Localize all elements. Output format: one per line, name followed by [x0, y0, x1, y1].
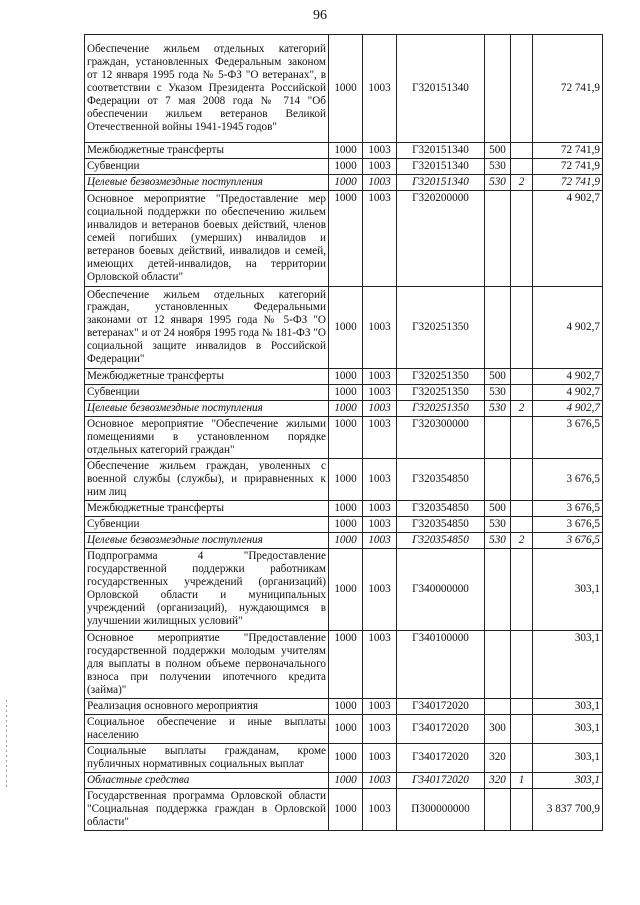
row-amount: 3 676,5	[533, 500, 603, 516]
row-subsection: 1003	[363, 458, 397, 500]
row-expense-type	[485, 548, 511, 630]
row-expense-type	[485, 35, 511, 143]
table-row	[85, 772, 603, 788]
row-name: Основное мероприятие "Предоставление мер социальной поддержки по обеспечению жильем инвалидов и ветеранов боевых действий, членов семей погибших (умерших) инвалидов и ветеранов боевых действий, инвалидов и семей, имеющих детей-инвалидов, на территории Орловской области"	[85, 190, 329, 286]
row-amount: 303,1	[533, 714, 603, 743]
row-name: Реализация основного мероприятия	[85, 698, 329, 714]
row-subsection: 1003	[363, 174, 397, 190]
row-expense-type	[485, 286, 511, 368]
row-name: Целевые безвозмездные поступления	[85, 532, 329, 548]
row-section: 1000	[329, 500, 363, 516]
row-section: 1000	[329, 286, 363, 368]
row-expense-type	[485, 190, 511, 286]
table-row	[85, 143, 603, 159]
row-subsection: 1003	[363, 788, 397, 830]
table-row	[85, 35, 603, 143]
row-subsection: 1003	[363, 772, 397, 788]
table-row	[85, 743, 603, 772]
row-expense-type: 530	[485, 400, 511, 416]
row-funding-source	[511, 384, 533, 400]
table-row	[85, 416, 603, 458]
row-expense-type	[485, 416, 511, 458]
row-expense-type: 530	[485, 158, 511, 174]
row-funding-source	[511, 143, 533, 159]
row-section: 1000	[329, 532, 363, 548]
row-amount: 303,1	[533, 698, 603, 714]
row-funding-source: 2	[511, 532, 533, 548]
row-name: Субвенции	[85, 158, 329, 174]
row-funding-source	[511, 714, 533, 743]
row-expense-type: 320	[485, 743, 511, 772]
row-target-article: Г320151340	[397, 174, 485, 190]
row-funding-source	[511, 500, 533, 516]
row-target-article: Г340172020	[397, 772, 485, 788]
row-target-article: Г320151340	[397, 158, 485, 174]
table-row	[85, 532, 603, 548]
row-amount: 3 676,5	[533, 416, 603, 458]
row-section: 1000	[329, 788, 363, 830]
row-target-article: Г320251350	[397, 400, 485, 416]
row-funding-source	[511, 630, 533, 698]
row-name: Обеспечение жильем отдельных категорий граждан, установленных Федеральными законами от 12 января 1995 года № 5-ФЗ "О ветеранах" и от 24 ноября 1995 года № 181-ФЗ "О социальной защите инвалидов в Российской Федерации"	[85, 286, 329, 368]
page-number: 96	[313, 8, 327, 23]
row-amount: 72 741,9	[533, 143, 603, 159]
row-expense-type: 320	[485, 772, 511, 788]
row-amount: 4 902,7	[533, 190, 603, 286]
row-name: Обеспечение жильем граждан, уволенных с военной службы (службы), и приравненных к ним лиц	[85, 458, 329, 500]
row-name: Обеспечение жильем отдельных категорий граждан, установленных Федеральным законом от 12 января 1995 года № 5-ФЗ "О ветеранах", в соответствии с Указом Президента Российской Федерации от 7 мая 2008 года № 714 "Об обеспечении жильем ветеранов Великой Отечественной войны 1941-1945 годов"	[85, 35, 329, 143]
row-expense-type: 500	[485, 368, 511, 384]
row-section: 1000	[329, 714, 363, 743]
table-row	[85, 190, 603, 286]
row-section: 1000	[329, 698, 363, 714]
row-subsection: 1003	[363, 548, 397, 630]
row-target-article: Г320251350	[397, 286, 485, 368]
budget-table	[84, 34, 603, 831]
row-subsection: 1003	[363, 516, 397, 532]
row-section: 1000	[329, 368, 363, 384]
row-funding-source	[511, 158, 533, 174]
table-row	[85, 400, 603, 416]
row-section: 1000	[329, 35, 363, 143]
row-subsection: 1003	[363, 190, 397, 286]
row-name: Социальные выплаты гражданам, кроме публичных нормативных социальных выплат	[85, 743, 329, 772]
row-name: Субвенции	[85, 384, 329, 400]
row-name: Государственная программа Орловской области "Социальная поддержка граждан в Орловской области"	[85, 788, 329, 830]
row-section: 1000	[329, 400, 363, 416]
row-name: Субвенции	[85, 516, 329, 532]
row-amount: 72 741,9	[533, 158, 603, 174]
row-expense-type: 530	[485, 384, 511, 400]
row-subsection: 1003	[363, 368, 397, 384]
row-amount: 4 902,7	[533, 368, 603, 384]
row-target-article: П300000000	[397, 788, 485, 830]
row-funding-source	[511, 458, 533, 500]
row-funding-source	[511, 35, 533, 143]
row-amount: 303,1	[533, 548, 603, 630]
row-subsection: 1003	[363, 500, 397, 516]
row-funding-source	[511, 190, 533, 286]
row-section: 1000	[329, 548, 363, 630]
row-target-article: Г320300000	[397, 416, 485, 458]
row-expense-type	[485, 458, 511, 500]
row-name: Межбюджетные трансферты	[85, 143, 329, 159]
row-subsection: 1003	[363, 630, 397, 698]
row-target-article: Г320354850	[397, 516, 485, 532]
row-subsection: 1003	[363, 143, 397, 159]
row-target-article: Г340172020	[397, 743, 485, 772]
row-expense-type: 500	[485, 143, 511, 159]
table-row	[85, 714, 603, 743]
row-expense-type	[485, 698, 511, 714]
row-subsection: 1003	[363, 532, 397, 548]
row-target-article: Г320354850	[397, 532, 485, 548]
row-amount: 303,1	[533, 630, 603, 698]
row-target-article: Г340172020	[397, 698, 485, 714]
row-amount: 303,1	[533, 772, 603, 788]
row-amount: 4 902,7	[533, 384, 603, 400]
row-name: Целевые безвозмездные поступления	[85, 174, 329, 190]
row-subsection: 1003	[363, 416, 397, 458]
row-subsection: 1003	[363, 714, 397, 743]
table-row	[85, 458, 603, 500]
row-name: Подпрограмма 4 "Предоставление государственной поддержки работникам государственных учреждений (организаций) Орловской области и муниципальных учреждений (организаций), нуждающимся в улучшении жилищных условий"	[85, 548, 329, 630]
row-expense-type: 530	[485, 174, 511, 190]
row-funding-source	[511, 548, 533, 630]
row-funding-source: 2	[511, 174, 533, 190]
row-target-article: Г320200000	[397, 190, 485, 286]
row-target-article: Г320251350	[397, 384, 485, 400]
row-funding-source	[511, 286, 533, 368]
row-funding-source	[511, 368, 533, 384]
row-expense-type: 300	[485, 714, 511, 743]
row-funding-source	[511, 743, 533, 772]
row-section: 1000	[329, 458, 363, 500]
row-subsection: 1003	[363, 400, 397, 416]
row-target-article: Г320354850	[397, 500, 485, 516]
table-row	[85, 384, 603, 400]
row-expense-type: 500	[485, 500, 511, 516]
row-name: Межбюджетные трансферты	[85, 500, 329, 516]
row-name: Целевые безвозмездные поступления	[85, 400, 329, 416]
row-amount: 3 837 700,9	[533, 788, 603, 830]
row-section: 1000	[329, 743, 363, 772]
table-row	[85, 630, 603, 698]
row-amount: 3 676,5	[533, 532, 603, 548]
row-amount: 4 902,7	[533, 400, 603, 416]
row-subsection: 1003	[363, 698, 397, 714]
row-amount: 303,1	[533, 743, 603, 772]
row-section: 1000	[329, 630, 363, 698]
table-row	[85, 788, 603, 830]
row-amount: 4 902,7	[533, 286, 603, 368]
table-row	[85, 286, 603, 368]
row-section: 1000	[329, 772, 363, 788]
row-expense-type: 530	[485, 532, 511, 548]
margin-mark	[6, 700, 7, 790]
row-funding-source: 2	[511, 400, 533, 416]
table-row	[85, 368, 603, 384]
row-section: 1000	[329, 174, 363, 190]
row-expense-type	[485, 788, 511, 830]
row-target-article: Г320251350	[397, 368, 485, 384]
row-funding-source	[511, 516, 533, 532]
row-name: Основное мероприятие "Предоставление государственной поддержки молодым учителям для выплаты в полном объеме первоначального взноса при получении ипотечного кредита (займа)"	[85, 630, 329, 698]
table-row	[85, 158, 603, 174]
row-amount: 72 741,9	[533, 174, 603, 190]
row-section: 1000	[329, 190, 363, 286]
row-target-article: Г320151340	[397, 35, 485, 143]
row-section: 1000	[329, 143, 363, 159]
row-funding-source	[511, 788, 533, 830]
row-target-article: Г320354850	[397, 458, 485, 500]
table-row	[85, 548, 603, 630]
row-amount: 3 676,5	[533, 516, 603, 532]
table-row	[85, 500, 603, 516]
row-expense-type: 530	[485, 516, 511, 532]
row-name: Межбюджетные трансферты	[85, 368, 329, 384]
row-target-article: Г340000000	[397, 548, 485, 630]
table-row	[85, 698, 603, 714]
row-funding-source: 1	[511, 772, 533, 788]
row-expense-type	[485, 630, 511, 698]
row-target-article: Г340172020	[397, 714, 485, 743]
row-target-article: Г320151340	[397, 143, 485, 159]
row-section: 1000	[329, 516, 363, 532]
row-funding-source	[511, 698, 533, 714]
row-subsection: 1003	[363, 384, 397, 400]
table-row	[85, 516, 603, 532]
table-body	[85, 35, 603, 831]
row-amount: 72 741,9	[533, 35, 603, 143]
row-section: 1000	[329, 158, 363, 174]
row-subsection: 1003	[363, 286, 397, 368]
row-section: 1000	[329, 384, 363, 400]
row-subsection: 1003	[363, 158, 397, 174]
row-subsection: 1003	[363, 35, 397, 143]
row-amount: 3 676,5	[533, 458, 603, 500]
row-name: Основное мероприятие "Обеспечение жилыми помещениями в установленном порядке отдельных категорий граждан"	[85, 416, 329, 458]
row-target-article: Г340100000	[397, 630, 485, 698]
row-name: Социальное обеспечение и иные выплаты населению	[85, 714, 329, 743]
row-funding-source	[511, 416, 533, 458]
row-name: Областные средства	[85, 772, 329, 788]
table-row	[85, 174, 603, 190]
row-section: 1000	[329, 416, 363, 458]
row-subsection: 1003	[363, 743, 397, 772]
